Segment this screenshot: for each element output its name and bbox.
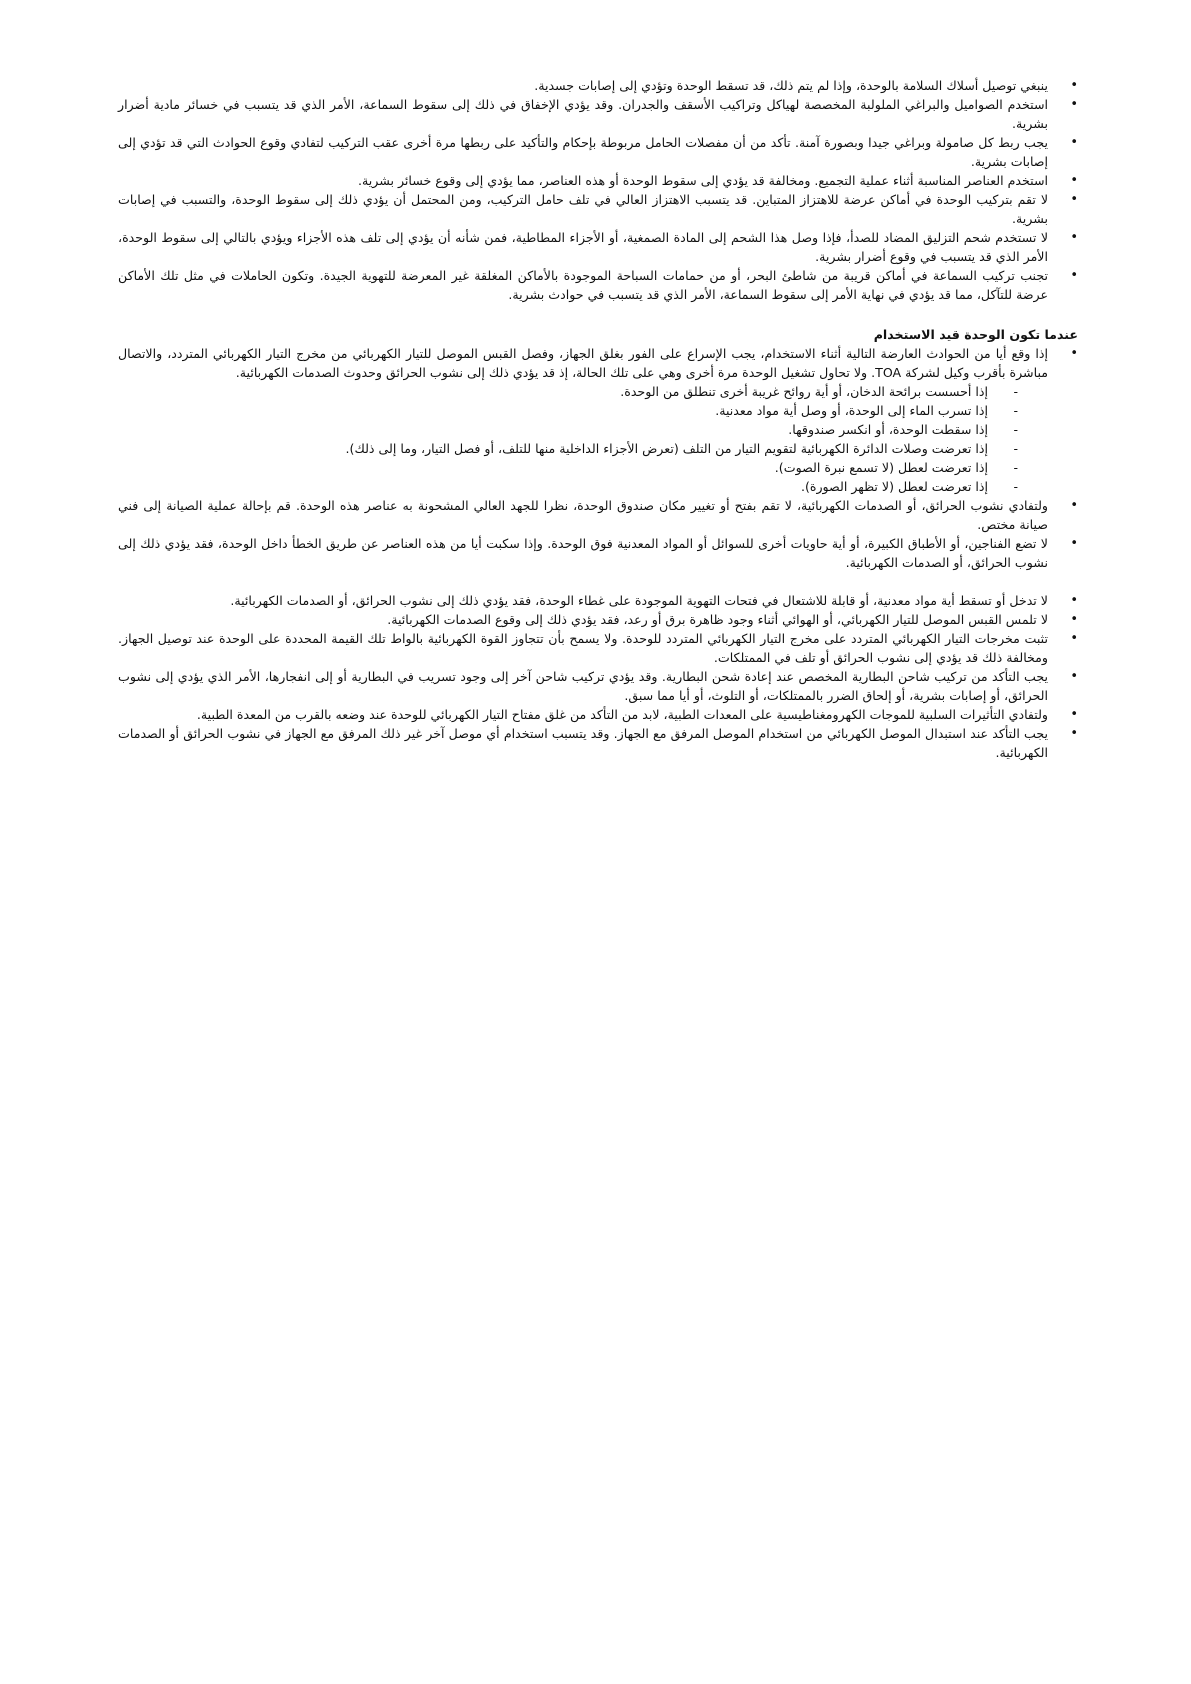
in-use-safety-list xyxy=(118,344,1078,572)
list-item: • تثبت مخرجات التيار الكهربائي المتردد على مخرج التيار الكهربائي المتردد للوحدة. ولا يسمح بأن تتجاوز القوة الكهربائية بالواط تلك القيمة المحددة على الوحدة عند توصيل الجهاز. ومخالفة ذلك قد يؤدي إلى نشوب الحرائق أو تلف في الممتلكات. xyxy=(118,629,1078,667)
list-item: • لا تلمس القبس الموصل للتيار الكهربائي، أو الهوائي أثناء وجود ظاهرة برق أو رعد، فقد يؤدي ذلك إلى وقوع الصدمات الكهربائية. xyxy=(118,610,1078,629)
list-item-text: إذا وقع أيا من الحوادث العارضة التالية أثناء الاستخدام، يجب الإسراع على الفور بغلق الجهاز، وفصل القبس الموصل للتيار الكهربائي من مخرج التيار الكهربائي المتردد، والاتصال مباشرة بأقرب وكيل لشركة TOA. ولا تحاول تشغيل الوحدة مرة أخرى وهي على تلك الحالة، إذ قد يؤدي ذلك إلى نشوب الحرائق وحدوث الصدمات الكهربائية. xyxy=(118,346,1048,380)
sub-list-item: - إذا سقطت الوحدة، أو انكسر صندوقها. xyxy=(118,420,1048,439)
document-page xyxy=(118,76,1078,762)
list-item: • لا تضع الفناجين، أو الأطباق الكبيرة، أو أية حاويات أخرى للسوائل أو المواد المعدنية فوق الوحدة. وإذا سكبت أيا من هذه العناصر عن طريق الخطأ داخل الوحدة، فقد يؤدي ذلك إلى نشوب الحرائق، أو الصدمات الكهربائية. xyxy=(118,534,1078,572)
electrical-safety-list xyxy=(118,591,1078,762)
list-item: • ولتفادي نشوب الحرائق، أو الصدمات الكهربائية، لا تقم بفتح أو تغيير مكان صندوق الوحدة، نظرا للجهد العالي المشحونة به عناصر هذه الوحدة. قم بإحالة عملية الصيانة إلى فني صيانة مختص. xyxy=(118,496,1078,534)
installation-safety-list xyxy=(118,76,1078,304)
sub-list-item: - إذا تعرضت لعطل (لا تسمع نبرة الصوت). xyxy=(118,458,1048,477)
list-item: • يجب التأكد من تركيب شاحن البطارية المخصص عند إعادة شحن البطارية. وقد يؤدي تركيب شاحن آخر إلى وجود تسريب في البطارية أو إلى انفجارها، الأمر الذي يؤدي إلى نشوب الحرائق، أو إصابات بشرية، أو إلحاق الضرر بالممتلكات، أو التلوث، أو أيا مما سبق. xyxy=(118,667,1078,705)
section-heading: عندما تكون الوحدة قيد الاستخدام xyxy=(873,327,1078,342)
list-item: • لا تقم بتركيب الوحدة في أماكن عرضة للاهتزاز المتباين. قد يتسبب الاهتزاز العالي في تلف حامل التركيب، ومن المحتمل أن يؤدي ذلك إلى سقوط الوحدة، والتسبب في إصابات بشرية. xyxy=(118,190,1078,228)
sub-list-item: - إذا تسرب الماء إلى الوحدة، أو وصل أية مواد معدنية. xyxy=(118,401,1048,420)
sub-list-item: - إذا أحسست برائحة الدخان، أو أية روائح غريبة أخرى تنطلق من الوحدة. xyxy=(118,382,1048,401)
list-item: • يجب التأكد عند استبدال الموصل الكهربائي من استخدام الموصل المرفق مع الجهاز. وقد يتسبب استخدام أي موصل آخر غير ذلك المرفق مع الجهاز في نشوب الحرائق أو الصدمات الكهربائية. xyxy=(118,724,1078,762)
list-item: • يجب ربط كل صامولة وبراغي جيدا وبصورة آمنة. تأكد من أن مفصلات الحامل مربوطة بإحكام والتأكيد على ربطها مرة أخرى عقب التركيب لتفادي وقوع الحوادث التي قد تؤدي إلى إصابات بشرية. xyxy=(118,133,1078,171)
list-item: • لا تدخل أو تسقط أية مواد معدنية، أو قابلة للاشتعال في فتحات التهوية الموجودة على غطاء الوحدة، فقد يؤدي ذلك إلى نشوب الحرائق، أو الصدمات الكهربائية. xyxy=(118,591,1078,610)
list-item: • استخدم العناصر المناسبة أثناء عملية التجميع. ومخالفة قد يؤدي إلى سقوط الوحدة أو هذه العناصر، مما يؤدي إلى وقوع خسائر بشرية. xyxy=(118,171,1078,190)
incident-sublist xyxy=(118,382,1048,496)
list-item: • ينبغي توصيل أسلاك السلامة بالوحدة، وإذا لم يتم ذلك، قد تسقط الوحدة وتؤدي إلى إصابات جسدية. xyxy=(118,76,1078,95)
sub-list-item: - إذا تعرضت لعطل (لا تظهر الصورة). xyxy=(118,477,1048,496)
list-item: • لا تستخدم شحم التزليق المضاد للصدأ، فإذا وصل هذا الشحم إلى المادة الصمغية، أو الأجزاء المطاطية، فمن شأنه أن يؤدي إلى تلف هذه الأجزاء ويؤدي بالتالي إلى سقوط الوحدة، الأمر الذي قد يتسبب في وقوع أضرار بشرية. xyxy=(118,228,1078,266)
list-item: • ولتفادي التأثيرات السلبية للموجات الكهرومغناطيسية على المعدات الطبية، لابد من التأكد من غلق مفتاح التيار الكهربائي للوحدة عند وضعه بالقرب من المعدة الطبية. xyxy=(118,705,1078,724)
list-item: • استخدم الصواميل والبراغي الملولبة المخصصة لهياكل وتراكيب الأسقف والجدران. وقد يؤدي الإخفاق في ذلك إلى سقوط السماعة، الأمر الذي قد يتسبب في خسائر مادية أضرار بشرية. xyxy=(118,95,1078,133)
list-item xyxy=(118,344,1078,496)
sub-list-item: - إذا تعرضت وصلات الدائرة الكهربائية لتقويم التيار من التلف (تعرض الأجزاء الداخلية منها للتلف، أو فصل التيار، وما إلى ذلك). xyxy=(118,439,1048,458)
spacer xyxy=(118,572,1078,591)
list-item: • تجنب تركيب السماعة في أماكن قريبة من شاطئ البحر، أو من حمامات السباحة الموجودة بالأماكن المغلقة غير المعرضة للتهوية الجيدة. وتكون الحاملات في مثل تلك الأماكن عرضة للتآكل، مما قد يؤدي في نهاية الأمر إلى سقوط السماعة، الأمر الذي قد يتسبب في حوادث بشرية. xyxy=(118,266,1078,304)
